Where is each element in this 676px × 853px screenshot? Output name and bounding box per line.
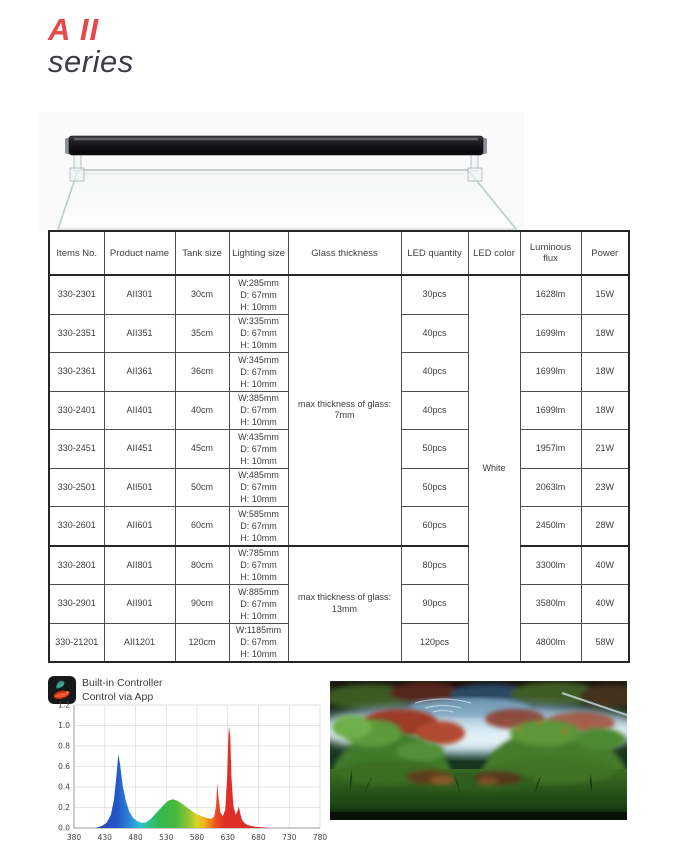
lighting-dimension: D: 67mm	[240, 328, 277, 339]
y-tick-label: 0.2	[58, 803, 70, 813]
header-power: Power	[581, 231, 629, 275]
y-tick-label: 0.4	[58, 782, 70, 792]
cell-luminous-flux: 4800lm	[520, 623, 581, 662]
lighting-dimension: W:885mm	[238, 586, 279, 597]
cell-luminous-flux: 1699lm	[520, 353, 581, 392]
cell-glass-thickness	[288, 275, 401, 546]
lighting-dimension: H: 10mm	[240, 610, 277, 621]
cell-item-no: 330-2901	[49, 585, 104, 624]
lighting-dimension: H: 10mm	[240, 532, 277, 543]
x-tick-label: 430	[97, 833, 112, 842]
glass-thickness-label: max thickness of glass:	[297, 398, 392, 409]
cell-product-name: AII501	[104, 468, 175, 507]
cell-tank-size: 50cm	[175, 468, 229, 507]
lighting-dimension: H: 10mm	[240, 417, 277, 428]
cell-glass-thickness	[288, 546, 401, 663]
cell-led-quantity: 120pcs	[401, 623, 468, 662]
cell-tank-size: 45cm	[175, 430, 229, 469]
cell-product-name: AII401	[104, 391, 175, 430]
cell-power: 15W	[581, 275, 629, 314]
spec-table-header-row	[49, 231, 629, 275]
y-tick-label: 0.0	[58, 823, 70, 833]
lighting-dimension: D: 67mm	[240, 443, 277, 454]
lighting-dimension: W:385mm	[238, 393, 279, 404]
lighting-dimension: H: 10mm	[240, 378, 277, 389]
header-led-color: LED color	[468, 231, 520, 275]
x-tick-label: 680	[251, 833, 266, 842]
cell-lighting-size	[229, 314, 288, 353]
cell-led-quantity: 90pcs	[401, 585, 468, 624]
lighting-dimension: D: 67mm	[240, 637, 277, 648]
cell-led-quantity: 30pcs	[401, 275, 468, 314]
spectrum-chart-svg	[48, 698, 328, 848]
spectrum-area	[74, 727, 271, 829]
cell-product-name: AII451	[104, 430, 175, 469]
cell-product-name: AII301	[104, 275, 175, 314]
cell-product-name: AII351	[104, 314, 175, 353]
cell-product-name: AII901	[104, 585, 175, 624]
cell-luminous-flux: 1699lm	[520, 314, 581, 353]
cell-power: 18W	[581, 391, 629, 430]
cell-luminous-flux: 3300lm	[520, 546, 581, 585]
lighting-dimension: D: 67mm	[240, 482, 277, 493]
lighting-dimension: W:585mm	[238, 508, 279, 519]
cell-led-quantity: 40pcs	[401, 353, 468, 392]
y-tick-label: 1.0	[58, 721, 70, 731]
cell-tank-size: 30cm	[175, 275, 229, 314]
cell-power: 40W	[581, 585, 629, 624]
cell-luminous-flux: 1628lm	[520, 275, 581, 314]
lighting-dimension: D: 67mm	[240, 598, 277, 609]
x-tick-label: 780	[312, 833, 328, 842]
cell-power: 28W	[581, 507, 629, 546]
y-tick-label: 0.6	[58, 762, 70, 772]
y-tick-label: 1.2	[58, 700, 70, 710]
cell-lighting-size	[229, 430, 288, 469]
cell-item-no: 330-2301	[49, 275, 104, 314]
cell-led-quantity: 50pcs	[401, 468, 468, 507]
cell-tank-size: 35cm	[175, 314, 229, 353]
cell-tank-size: 80cm	[175, 546, 229, 585]
x-tick-label: 530	[159, 833, 174, 842]
cell-lighting-size	[229, 275, 288, 314]
cell-lighting-size	[229, 507, 288, 546]
cell-product-name: AII1201	[104, 623, 175, 662]
cell-luminous-flux: 3580lm	[520, 585, 581, 624]
aquascape-photo	[330, 681, 627, 820]
lighting-dimension: W:785mm	[238, 548, 279, 559]
spectrum-chart	[48, 698, 328, 853]
cell-power: 18W	[581, 314, 629, 353]
series-title	[48, 14, 134, 78]
controller-note-line2: Control via App	[82, 690, 154, 703]
cell-tank-size: 90cm	[175, 585, 229, 624]
cell-led-quantity: 60pcs	[401, 507, 468, 546]
spec-table	[48, 230, 630, 663]
lighting-dimension: H: 10mm	[240, 340, 277, 351]
cell-led-quantity: 50pcs	[401, 430, 468, 469]
cell-led-quantity: 40pcs	[401, 391, 468, 430]
cell-power: 58W	[581, 623, 629, 662]
cell-item-no: 330-2601	[49, 507, 104, 546]
cell-item-no: 330-2361	[49, 353, 104, 392]
cell-power: 21W	[581, 430, 629, 469]
aquascape-illustration	[330, 681, 627, 820]
product-photo-led-light	[38, 112, 524, 232]
lighting-dimension: H: 10mm	[240, 572, 277, 583]
lighting-dimension: W:285mm	[238, 277, 279, 288]
header-luminous-flux: Luminous flux	[520, 231, 581, 275]
series-title-word: series	[48, 44, 134, 80]
x-tick-label: 730	[282, 833, 297, 842]
cell-led-quantity: 80pcs	[401, 546, 468, 585]
cell-lighting-size	[229, 546, 288, 585]
table-row	[49, 546, 629, 585]
cell-power: 40W	[581, 546, 629, 585]
cell-tank-size: 60cm	[175, 507, 229, 546]
glass-thickness-value: 7mm	[334, 410, 355, 421]
cell-luminous-flux: 2063lm	[520, 468, 581, 507]
cell-lighting-size	[229, 585, 288, 624]
lighting-dimension: H: 10mm	[240, 649, 277, 660]
spec-table-body	[49, 275, 629, 662]
lighting-dimension: D: 67mm	[240, 405, 277, 416]
header-tank-size: Tank size	[175, 231, 229, 275]
lighting-dimension: W:345mm	[238, 354, 279, 365]
cell-product-name: AII361	[104, 353, 175, 392]
cell-lighting-size	[229, 623, 288, 662]
cell-luminous-flux: 2450lm	[520, 507, 581, 546]
cell-power: 23W	[581, 468, 629, 507]
header-led-quantity: LED quantity	[401, 231, 468, 275]
cell-led-color: White	[468, 275, 520, 662]
cell-power: 18W	[581, 353, 629, 392]
cell-item-no: 330-2401	[49, 391, 104, 430]
led-light-illustration	[38, 112, 524, 232]
glass-thickness-value: 13mm	[331, 603, 357, 614]
lighting-dimension: W:485mm	[238, 470, 279, 481]
lighting-dimension: D: 67mm	[240, 366, 277, 377]
lighting-dimension: H: 10mm	[240, 455, 277, 466]
header-items-no-: Items No.	[49, 231, 104, 275]
cell-luminous-flux: 1699lm	[520, 391, 581, 430]
cell-lighting-size	[229, 391, 288, 430]
controller-note-line1: Built-in Controller	[82, 677, 163, 689]
cell-luminous-flux: 1957lm	[520, 430, 581, 469]
cell-product-name: AII601	[104, 507, 175, 546]
lighting-dimension: W:335mm	[238, 316, 279, 327]
x-tick-label: 580	[189, 833, 205, 842]
cell-item-no: 330-2801	[49, 546, 104, 585]
cell-item-no: 330-2351	[49, 314, 104, 353]
cell-item-no: 330-2451	[49, 430, 104, 469]
cell-item-no: 330-2501	[49, 468, 104, 507]
lighting-dimension: W:435mm	[238, 431, 279, 442]
series-title-accent: A II	[48, 12, 100, 47]
x-tick-label: 380	[66, 833, 82, 842]
cell-product-name: AII801	[104, 546, 175, 585]
lighting-dimension: H: 10mm	[240, 494, 277, 505]
lighting-dimension: D: 67mm	[240, 560, 277, 571]
lighting-dimension: D: 67mm	[240, 520, 277, 531]
header-lighting-size: Lighting size	[229, 231, 288, 275]
lighting-dimension: H: 10mm	[240, 301, 277, 312]
cell-tank-size: 40cm	[175, 391, 229, 430]
x-tick-label: 630	[220, 833, 235, 842]
x-tick-label: 480	[128, 833, 143, 842]
header-glass-thickness: Glass thickness	[288, 231, 401, 275]
glass-thickness-label: max thickness of glass:	[297, 592, 392, 603]
table-row	[49, 275, 629, 314]
cell-item-no: 330-21201	[49, 623, 104, 662]
lighting-dimension: W:1185mm	[235, 625, 282, 636]
cell-tank-size: 36cm	[175, 353, 229, 392]
cell-lighting-size	[229, 468, 288, 507]
header-product-name: Product name	[104, 231, 175, 275]
cell-lighting-size	[229, 353, 288, 392]
lighting-dimension: D: 67mm	[240, 289, 277, 300]
cell-led-quantity: 40pcs	[401, 314, 468, 353]
y-tick-label: 0.8	[58, 741, 70, 751]
cell-tank-size: 120cm	[175, 623, 229, 662]
